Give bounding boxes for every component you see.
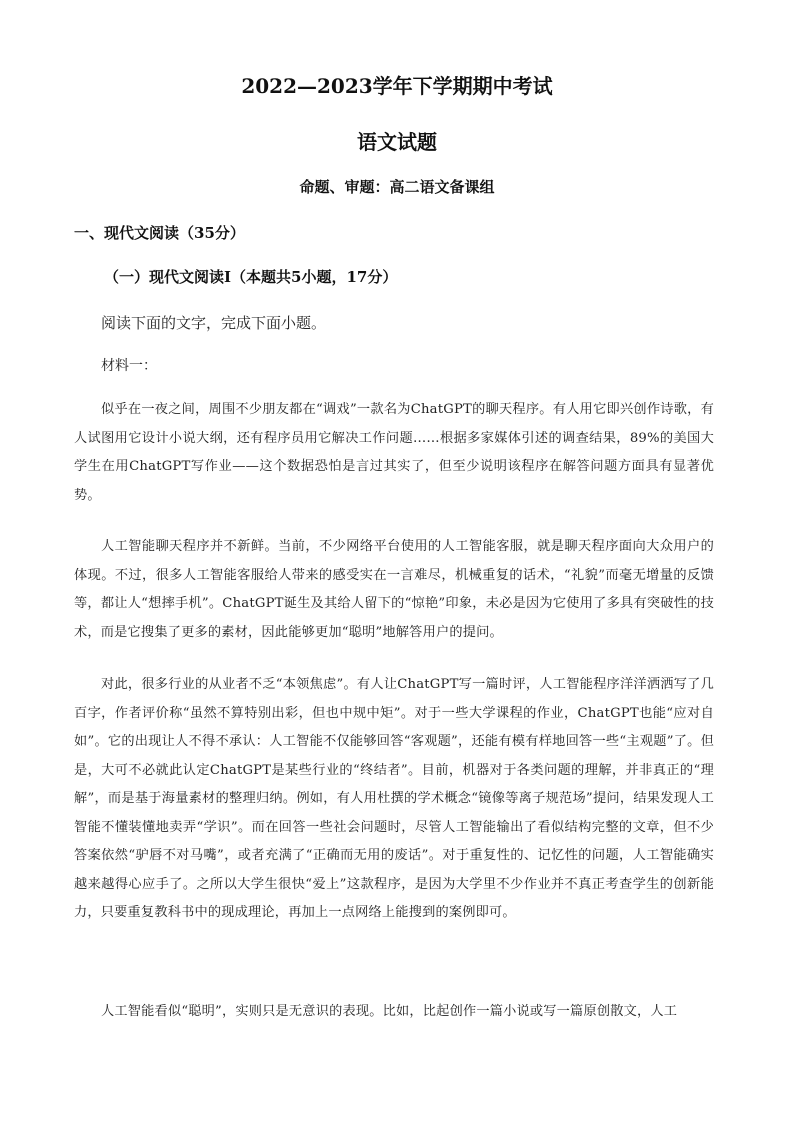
paragraph: 人工智能聊天程序并不新鲜。当前，不少网络平台使用的人工智能客服，就是聊天程序面向大众用户的体现。不过，很多人工智能客服给人带来的感受实在一言难尽，机械重复的话术，“礼貌”而毫无增量的反馈等，都让人“想摔手机”。ChatGPT诞生及其给人留下的“惊艳”印象，未必是因为它使用了多具有突破性的技术，而是它搜集了更多的素材，因此能够更加“聪明”地解答用户的提问。 [74, 539, 714, 640]
section-heading: 一、现代文阅读（35分） [74, 224, 245, 242]
authors-line: 命题、审题：高二语文备课组 [299, 178, 495, 196]
paragraph: 人工智能看似“聪明”，实则只是无意识的表现。比如，比起创作一篇小说或写一篇原创散文，人工 [101, 1004, 678, 1019]
paragraph: 对此，很多行业的从业者不乏“本领焦虑”。有人让ChatGPT写一篇时评，人工智能程序洋洋洒洒写了几百字，作者评价称“虽然不算特别出彩，但也中规中矩”。对于一些大学课程的作业，ChatGPT也能“应对自如”。它的出现让人不得不承认：人工智能不仅能够回答“客观题”，还能有模有样地回答一些“主观题”了。但是，大可不必就此认定ChatGPT是某些行业的“终结者”。目前，机器对于各类问题的理解，并非真正的“理解”，而是基于海量素材的整理归纳。例如，有人用杜撰的学术概念“镜像等离子规范场”提问，结果发现人工智能不懂装懂地卖弄“学识”。而在回答一些社会问题时，尽管人工智能输出了看似结构完整的文章，但不少答案依然“驴唇不对马嘴”，或者充满了“正确而无用的废话”。对于重复性的、记忆性的问题，人工智能确实越来越得心应手了。之所以大学生很快“爱上”这款程序，是因为大学里不少作业并不真正考查学生的创新能力，只要重复教科书中的现成理论，再加上一点网络上能搜到的案例即可。 [74, 677, 714, 920]
subject-title: 语文试题 [357, 130, 437, 154]
exam-title: 2022—2023学年下学期期中考试 [241, 74, 553, 98]
subsection-heading: （一）现代文阅读Ⅰ（本题共5小题，17分） [104, 268, 398, 286]
reading-instruction: 阅读下面的文字，完成下面小题。 [101, 314, 327, 332]
paragraph: 似乎在一夜之间，周围不少朋友都在“调戏”一款名为ChatGPT的聊天程序。有人用它即兴创作诗歌，有人试图用它设计小说大纲，还有程序员用它解决工作问题……根据多家媒体引述的调查结果，89%的美国大学生在用ChatGPT写作业——这个数据恐怕是言过其实了，但至少说明该程序在解答问题方面具有显著优势。 [74, 402, 714, 503]
material-label: 材料一： [101, 358, 157, 374]
